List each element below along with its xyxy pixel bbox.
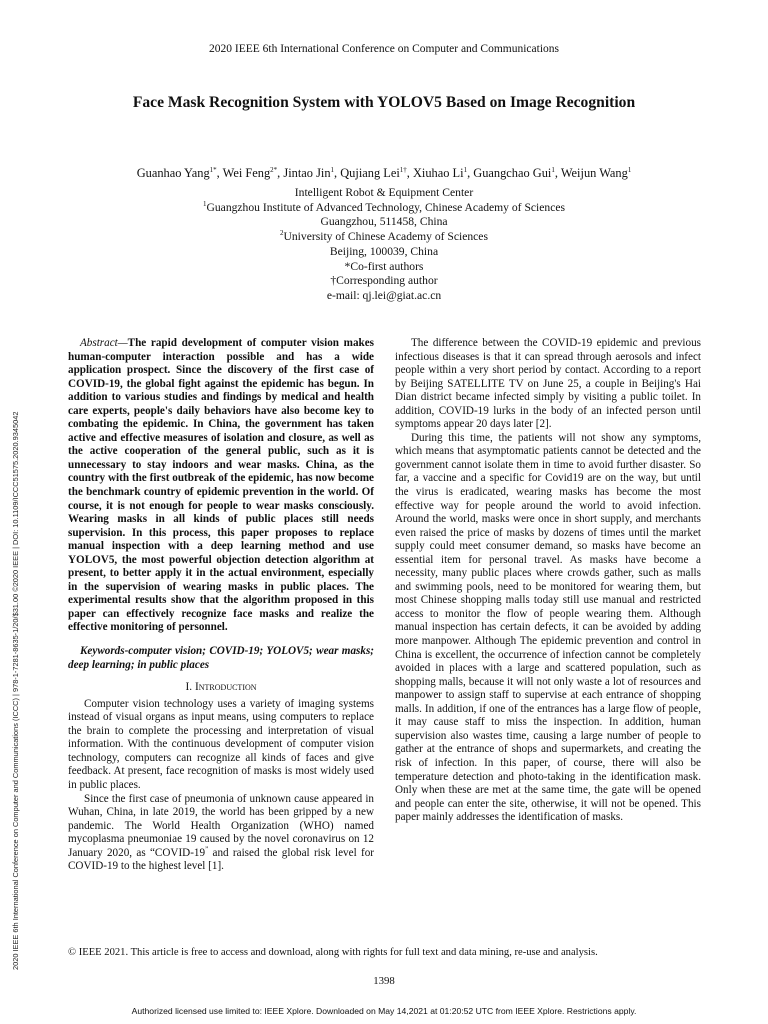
author-name: Wei Feng xyxy=(222,166,271,180)
affiliation-line: Intelligent Robot & Equipment Center xyxy=(294,186,474,199)
affiliation-line xyxy=(0,201,768,216)
affiliation-line: Beijing, 100039, China xyxy=(329,244,439,258)
right-paragraph-2: During this time, the patients will not show any symptoms, which means that asymptomatic patients cannot be detected and the government cannot isolate them in time to avoid further disaster. So far, a vaccine and a specific for Covid19 are on the way, but until the virus is eradicated, wearing masks has become the most effective way for people around the world to avoid infection. Around the world, masks were once in short supply, and merchants even raised the price of masks by dozens of times until the market supply could meet consumer demand, so masks have become an essential item for personal travel. As masks have become a necessity, many public places where crowds gather, such as malls and swimming pools, need to be monitored for wearing them, but most Chinese shopping malls today still use manual and restricted access to monitor the flow of people wearing them. Although manual inspection has certain defects, it can be avoided by adding more manpower. Although The epidemic prevention and control in China is excellent, the occurrence of infection cannot be completely avoided in places with a large and scattered population, such as shopping malls, because it will not only waste a lot of resources and manpower to assign staff to supervise at each entrance of shopping malls. In addition, if one of the entrances has a large flow of people, it may cause staff to miss the inspection. In addition, human supervision also wastes time, causing a large number of people to gather at the entrance of shops and supermarkets, and creating the risk of infection. In this paper, of course, there will also be temperature detection and photo-taking in the identification mask. Only when these are met at the same time, the gate will be opened and people can enter the site, otherwise, it will not be opened. This paper mainly addresses the identification of masks. xyxy=(395,431,701,824)
right-column xyxy=(395,337,701,825)
author-mark: 1 xyxy=(627,165,632,174)
affiliations xyxy=(0,186,768,304)
right-paragraph-1: The difference between the COVID-19 epidemic and previous infectious diseases is that it can spread through aerosols and infect people within a very short period by contact. According to a report by Beijing SATELLITE TV on June 25, a couple in Beijing's Hai Dian district became infected simply by visiting a public toilet. In addition, COVID-19 lurks in the body of an infected person until symptoms appear 20 days later [2]. xyxy=(395,337,701,431)
section-heading-introduction xyxy=(68,681,374,695)
author-name: Weijun Wang xyxy=(560,166,628,180)
author-name: Qujiang Lei xyxy=(340,166,400,180)
affiliation-text: University of Chinese Academy of Sciences xyxy=(283,230,488,244)
author-name: Guangchao Gui xyxy=(473,166,552,180)
conference-header: 2020 IEEE 6th International Conference on Computer and Communications xyxy=(208,43,560,55)
co-first-note: *Co-first authors xyxy=(344,259,424,273)
left-column xyxy=(68,337,374,874)
keywords-text: computer vision; COVID-19; YOLOV5; wear masks; deep learning; in public places xyxy=(68,645,374,671)
page-number: 1398 xyxy=(373,975,395,987)
author-mark: 1 xyxy=(330,165,335,174)
intro-paragraph-1: Computer vision technology uses a variety of imaging systems instead of visual organs as input means, using computers to replace the brain to complete the processing and interpretation of visual information. With the continuous development of computer vision technology, computers can recognize all kinds of faces and give feedback. At present, face recognition of masks is most widely used in public places. xyxy=(68,697,374,791)
abstract-lead: Abstract— xyxy=(80,337,128,349)
intro-paragraph-2-a: Since the first case of pneumonia of unknown cause appeared in Wuhan, China, in late 2019, the world has been gripped by a new pandemic. The World Health Organization (WHO) named mycoplasma pneumoniae 19 caused by the novel coronavirus on 12 January 2020, as “COVID-19 xyxy=(68,792,374,859)
intro-paragraph-2-b: and raised the global risk level for COVID-19 to the highest level [1]. xyxy=(68,846,374,873)
affiliation-line xyxy=(0,230,768,245)
author-mark: 2* xyxy=(270,165,278,174)
affiliation-mark: 2 xyxy=(280,229,284,238)
author-mark: 1 xyxy=(463,165,468,174)
affiliation-line: Guangzhou, 511458, China xyxy=(320,215,448,229)
license-footer: Authorized licensed use limited to: IEEE Xplore. Downloaded on May 14,2021 at 01:20:52 UTC from IEEE Xplore. Restrictions apply. xyxy=(131,1006,637,1016)
keywords-lead: Keywords- xyxy=(80,645,129,658)
author-name: Xiuhao Li xyxy=(412,166,464,180)
section-numeral: I. xyxy=(185,681,193,694)
paper-title: Face Mask Recognition System with YOLOV5 Based on Image Recognition xyxy=(132,94,636,111)
author-mark: 1 xyxy=(551,165,555,174)
intro-paragraph-2 xyxy=(68,793,374,874)
author-mark: 1* xyxy=(209,165,217,174)
author-list: Guanhao Yang$^{1*}$, Wei Feng$^{2*}$, Jintao Jin$^1$, Qujiang Lei$^{1\dagger}$, Xiuhao Li$^1$, Guangchao Gui$^1$, Weijun Wang$^1$ xyxy=(136,165,632,180)
abstract-text: The rapid development of computer vision makes human-computer interaction possible and has a wide application prospect. Since the discovery of the first case of COVID-19, the global fight against the epidemic has begun. In addition to various studies and findings by medical and health care experts, people's daily behaviors have also become key to combating the epidemic. In China, the government has taken active and effective measures of isolation and closure, as well as the active cooperation of the general public, such as it is unnecessary to stay indoors and wear masks. China, as the country with the first outbreak of the epidemic, has now become the benchmark country of epidemic prevention in the world. Of course, it is not enough for people to wear masks consciously. Wearing masks in all kinds of public places still needs supervision. In this process, this paper proposes to replace manual inspection with a deep learning method and use YOLOV5, the most powerful objection detection algorithm at present, to better apply it in the actual environment, especially in the supervision of wearing masks in public places. The experimental results show that the algorithm proposed in this paper can effectively recognize face masks and realize the effective monitoring of personnel. xyxy=(68,337,374,634)
quote-mark: ” xyxy=(205,844,209,853)
affiliation-mark: 1 xyxy=(203,199,207,208)
copyright-notice: © IEEE 2021. This article is free to access and download, along with rights for full text and data mining, re-use and analysis. xyxy=(68,947,598,958)
affiliation-text: Guangzhou Institute of Advanced Technology, Chinese Academy of Sciences xyxy=(206,200,565,214)
author-mark: 1† xyxy=(399,165,407,174)
author-name: Jintao Jin xyxy=(283,166,331,180)
corresponding-note: †Corresponding author xyxy=(330,274,438,288)
section-title: Introduction xyxy=(194,681,257,694)
keywords xyxy=(68,645,374,672)
doi-side-strip: 2020 IEEE 6th International Conference on Computer and Communications (ICCC) | 978-1-7281-8635-1/20/$31.00 ©2020 IEEE | DOI: 10.1109/ICCC51575.2020.9345042 xyxy=(11,411,20,970)
abstract xyxy=(68,337,374,635)
author-name: Guanhao Yang xyxy=(136,166,210,180)
email-line: e-mail: qj.lei@giat.ac.cn xyxy=(326,288,442,302)
